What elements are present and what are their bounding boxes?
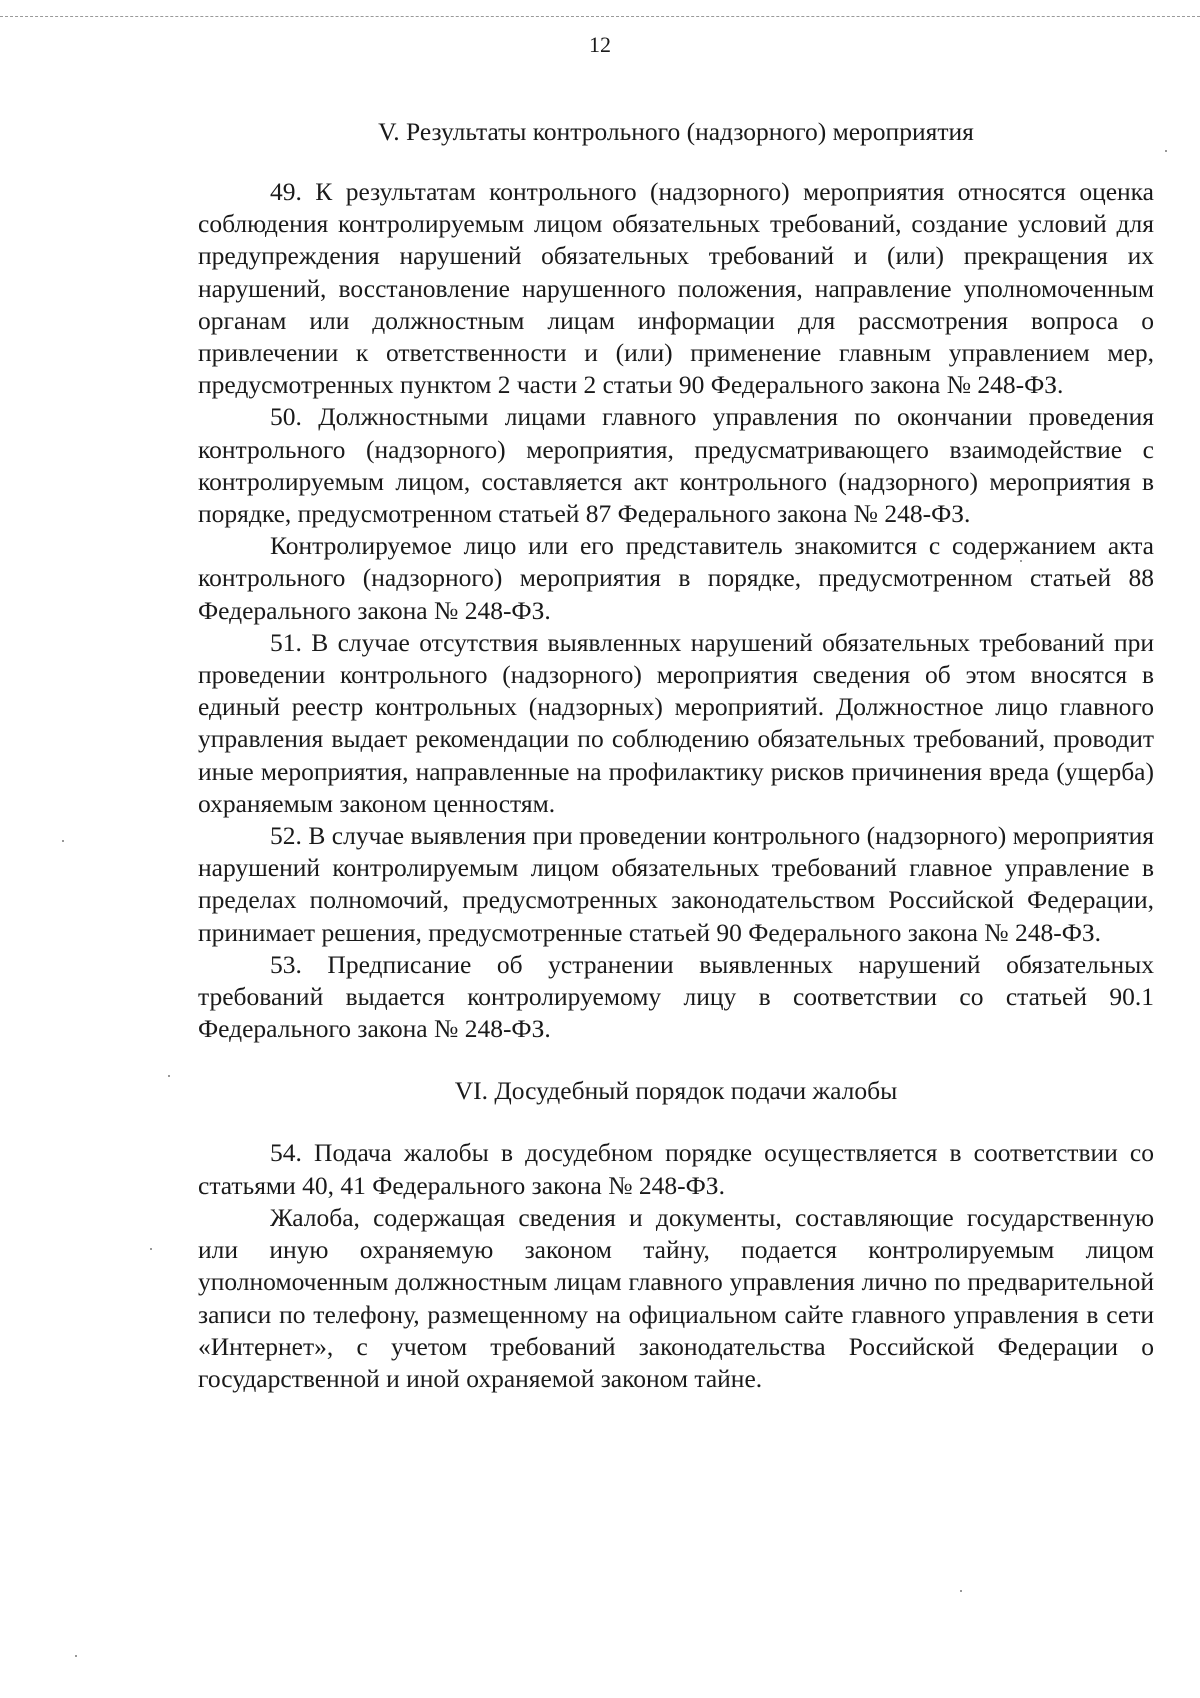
- scan-speck: [62, 840, 64, 842]
- paragraph-52: 52. В случае выявления при проведении контрольного (надзорного) мероприятия нарушений контролируемым лицом обязательных требований главное управление в пределах полномочий, предусмотренных законодательством Российской Федерации, принимает решения, предусмотренные статьей 90 Федерального закона № 248-ФЗ.: [198, 821, 1154, 947]
- document-body: [198, 116, 1154, 1395]
- section-heading-v: V. Результаты контрольного (надзорного) мероприятия: [378, 117, 974, 146]
- scan-speck: [168, 1075, 170, 1077]
- paragraph-50: 50. Должностными лицами главного управления по окончании проведения контрольного (надзорного) мероприятия, предусматривающего взаимодействие с контролируемым лицом, составляется акт контрольного (надзорного) мероприятия в порядке, предусмотренном статьей 87 Федерального закона № 248-ФЗ.: [198, 402, 1154, 529]
- paragraph-54-continued: Жалоба, содержащая сведения и документы, составляющие государственную или иную охраняемую законом тайну, подается контролируемым лицом уполномоченным должностным лицам главного управления лично по предварительной записи по телефону, размещенному на официальном сайте главного управления в сети «Интернет», с учетом требований законодательства Российской Федерации о государственной и иной охраняемой законом тайне.: [198, 1202, 1154, 1393]
- paragraph-51: 51. В случае отсутствия выявленных нарушений обязательных требований при проведении контрольного (надзорного) мероприятия сведения об этом вносятся в единый реестр контрольных (надзорных) мероприятий. Должностное лицо главного управления выдает рекомендации по соблюдению обязательных требований, проводит иные мероприятия, направленные на профилактику рисков причинения вреда (ущерба) охраняемым законом ценностям.: [198, 627, 1154, 818]
- scan-speck: [150, 1248, 152, 1250]
- scan-edge-line: [0, 16, 1200, 17]
- scan-speck: [1020, 560, 1022, 562]
- paragraph-49: 49. К результатам контрольного (надзорного) мероприятия относятся оценка соблюдения контролируемым лицом обязательных требований, создание условий для предупреждения нарушений обязательных требований и (или) прекращения их нарушений, восстановление нарушенного положения, направление уполномоченным органам или должностным лицам информации для рассмотрения вопроса о привлечении к ответственности и (или) применение главным управлением мер, предусмотренных пунктом 2 части 2 статьи 90 Федерального закона № 248-ФЗ.: [198, 177, 1154, 400]
- section-heading-vi: VI. Досудебный порядок подачи жалобы: [454, 1076, 898, 1106]
- page-number: 12: [589, 32, 611, 57]
- paragraph-50-continued: Контролируемое лицо или его представитель знакомится с содержанием акта контрольного (надзорного) мероприятия в порядке, предусмотренном статьей 88 Федерального закона № 248-ФЗ.: [198, 531, 1154, 625]
- scan-speck: [1165, 150, 1167, 152]
- scan-speck: [960, 1590, 962, 1592]
- scan-speck: [75, 1655, 77, 1657]
- paragraph-54: 54. Подача жалобы в досудебном порядке осуществляется в соответствии со статьями 40, 41 Федерального закона № 248-ФЗ.: [198, 1138, 1154, 1200]
- paragraph-53: 53. Предписание об устранении выявленных нарушений обязательных требований выдается контролируемому лицу в соответствии со статьей 90.1 Федерального закона № 248-ФЗ.: [198, 949, 1154, 1044]
